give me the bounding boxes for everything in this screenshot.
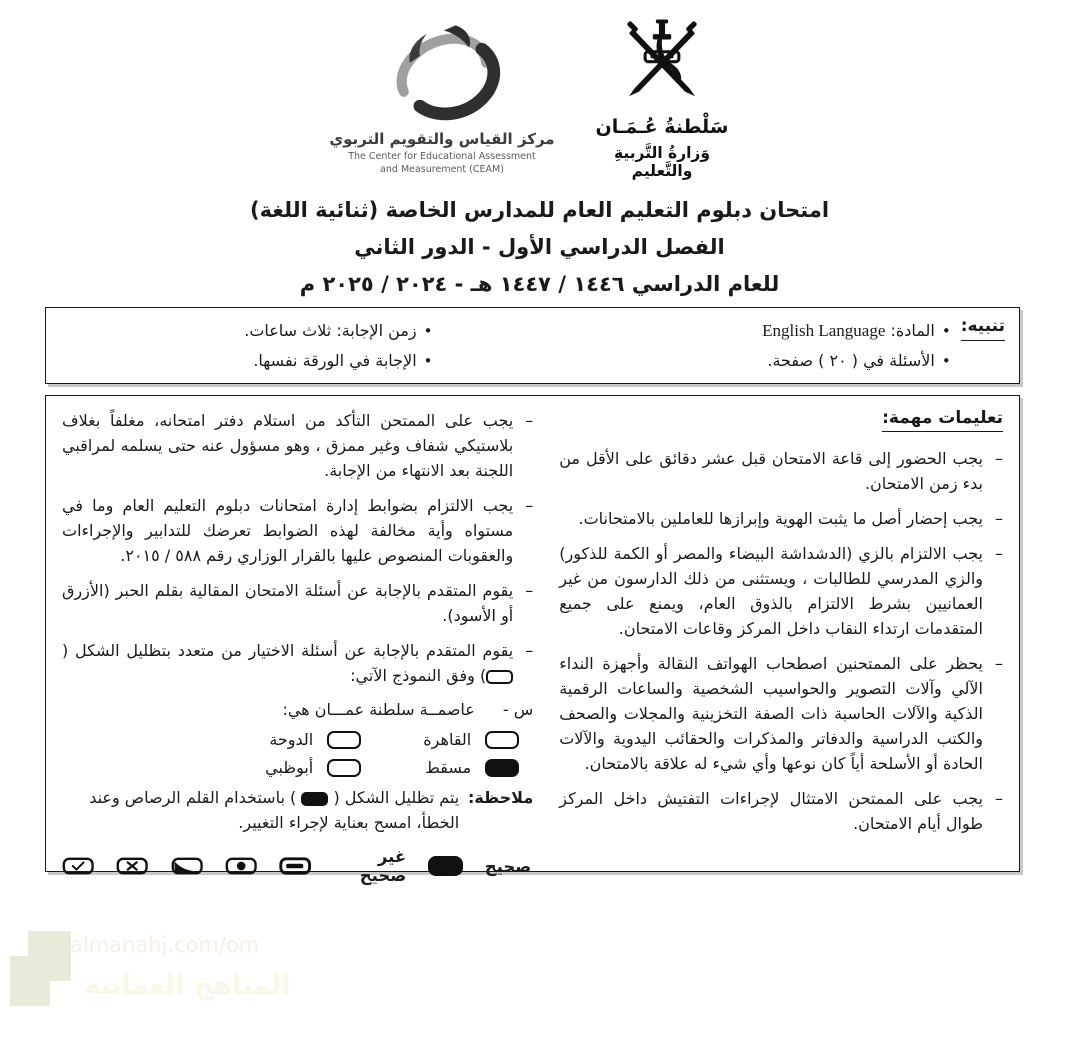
notice-box xyxy=(45,307,1020,384)
shading-note xyxy=(62,785,533,835)
khanjar-crossed-swords-icon xyxy=(614,18,710,110)
dash-marker: – xyxy=(995,509,1003,528)
notice-time-item xyxy=(60,316,433,346)
notice-right-items xyxy=(762,316,951,377)
exam-title xyxy=(0,192,1079,303)
wrong-mark-bar-icon xyxy=(279,856,311,876)
instruction-item xyxy=(62,638,533,688)
sample-question xyxy=(62,698,533,722)
time-text: زمن الإجابة: ثلاث ساعات. xyxy=(244,321,417,340)
option-label: أبوظبي xyxy=(265,758,314,777)
option-label: الدوحة xyxy=(269,730,314,749)
instructions-right-column xyxy=(559,408,1003,865)
ceam-name-english-line1: The Center for Educational Assessment xyxy=(348,151,536,162)
instruction-item: – يجب على الممتحن الامتثال لإجراءات التفتيش داخل المركز طوال أيام الامتحان. xyxy=(559,786,1003,836)
watermark-url: almanahj.com/om xyxy=(70,933,260,957)
exam-title-line1: امتحان دبلوم التعليم العام للمدارس الخاصة (ثنائية اللغة) xyxy=(249,198,830,222)
sample-options xyxy=(229,730,519,777)
question-marker: س - xyxy=(502,700,534,719)
wrong-mark-x-icon xyxy=(116,856,148,876)
option-bubble-icon xyxy=(485,731,519,749)
ministry-of-education-text: وَزارةُ التَّربيةِ والتَّعليم xyxy=(614,144,710,180)
notice-pages-item xyxy=(762,346,951,376)
exam-title-line2: الفصل الدراسي الأول - الدور الثاني xyxy=(354,235,725,259)
mcq-instruction-after: ) وفق النموذج الآتي: xyxy=(350,666,487,685)
incorrect-label: غير صحيح xyxy=(359,847,407,885)
instruction-item: – يقوم المتقدم بالإجابة عن أسئلة الامتحان المقالية بقلم الحبر (الأزرق أو الأسود). xyxy=(62,578,533,628)
correct-bubble-icon xyxy=(428,856,463,876)
instructions-heading xyxy=(559,408,1003,432)
option-bubble-icon xyxy=(485,759,519,777)
bullet-icon: • xyxy=(423,322,433,340)
watermark-block-icon xyxy=(10,956,50,1006)
wrong-mark-dot-icon xyxy=(225,856,257,876)
instruction-item: – يجب الالتزام بضوابط إدارة امتحانات دبلوم التعليم العام وما في مستواه وأية مخالفة لهذه الضوابط تعرضك للتدابير والإجراءات والعقوبات المنصوص عليها بالقرار الوزاري رقم ٥٨٨ / ٢٠١٥. xyxy=(62,493,533,568)
dash-marker: – xyxy=(525,496,534,515)
option-label: مسقط xyxy=(425,758,472,777)
pages-text: الأسئلة في ( ٢٠ ) صفحة. xyxy=(767,351,935,370)
dash-marker: – xyxy=(995,654,1003,673)
note-before: يتم تظليل الشكل ( xyxy=(333,788,460,807)
subject-value: English Language xyxy=(762,321,886,340)
bullet-icon: • xyxy=(423,352,433,370)
exam-title-line3: للعام الدراسي ١٤٤٦ / ١٤٤٧ هـ - ٢٠٢٤ / ٢٠٢٥ م xyxy=(299,272,780,296)
instruction-item: – يجب الحضور إلى قاعة الامتحان قبل عشر دقائق على الأقل من بدء زمن الامتحان. xyxy=(559,446,1003,496)
note-label: ملاحظة: xyxy=(467,788,534,807)
dash-marker: – xyxy=(525,411,534,430)
instructions-left-column xyxy=(62,408,534,885)
option-doha xyxy=(229,730,361,749)
dash-marker: – xyxy=(525,581,534,600)
ceam-name-arabic: مركز القياس والتقويم التربوي xyxy=(329,130,555,148)
instructions-heading-text: تعليمات مهمة: xyxy=(882,408,1003,432)
wrong-mark-diagonal-icon xyxy=(171,856,203,876)
bullet-icon: • xyxy=(941,322,951,340)
oman-national-emblem xyxy=(582,18,742,180)
sultanate-of-oman-text: سَلْطنةُ عُـمَـان xyxy=(595,116,729,138)
instruction-item: – يجب على الممتحن التأكد من استلام دفتر امتحانه، مغلفاً بغلاف بلاستيكي شفاف وغير ممزق ، وهو مسؤول عنه حتى يسلمه لمراقبي اللجنة بعد الانتهاء من الإجابة. xyxy=(62,408,533,483)
dash-marker: – xyxy=(995,789,1003,808)
mcq-instruction-before: يقوم المتقدم بالإجابة عن أسئلة الاختيار من متعدد بتظليل الشكل ( xyxy=(62,641,514,660)
option-bubble-icon xyxy=(327,759,361,777)
correct-label: صحيح xyxy=(484,856,532,876)
notice-right-section xyxy=(533,316,1006,377)
ceam-name-english-line2: and Measurement (CEAM) xyxy=(380,163,504,175)
dash-marker: – xyxy=(995,544,1003,563)
note-after: ) باستخدام القلم الرصاص وعند الخطأ، امسح بعناية لإجراء التغيير. xyxy=(89,788,460,832)
option-muscat xyxy=(361,758,519,777)
notice-answer-item xyxy=(60,346,433,376)
question-text: عاصمــة سلطنة عمـــان هي: xyxy=(282,700,475,719)
option-abudhabi xyxy=(229,758,361,777)
notice-left-section xyxy=(60,316,533,377)
bubble-empty-icon xyxy=(486,670,513,684)
notice-subject-item xyxy=(762,316,951,346)
wrong-mark-check-icon xyxy=(62,856,94,876)
option-label: القاهرة xyxy=(423,730,472,749)
dash-marker: – xyxy=(995,449,1003,468)
ceam-name-english xyxy=(318,151,566,177)
notice-label: تنبيه: xyxy=(961,316,1005,341)
instruction-item: – يجب إحضار أصل ما يثبت الهوية وإبرازها للعاملين بالامتحانات. xyxy=(559,506,1003,531)
dash-marker: – xyxy=(525,641,534,660)
bullet-icon: • xyxy=(941,352,951,370)
answer-key-row xyxy=(62,847,533,885)
instruction-item: – يحظر على الممتحنين اصطحاب الهواتف النقالة وأجهزة النداء الآلي وآلات التصوير والحواسيب الشخصية والساعات الرقمية الذكية والآلات الحاسبة ذات الصفة التخزينية والمجلات والصحف والكتب الدراسية والدفاتر والمذكرات والحقائب اليدوية والآلات الحادة أو الأسلحة أياً كان نوعها وأي شيء له علاقة بالامتحان. xyxy=(559,651,1003,776)
instructions-box xyxy=(45,395,1020,885)
answer-text: الإجابة في الورقة نفسها. xyxy=(253,351,417,370)
subject-prefix: المادة: xyxy=(890,321,935,340)
option-bubble-icon xyxy=(327,731,361,749)
bubble-filled-icon xyxy=(301,792,328,806)
ceam-globe-swoosh-icon xyxy=(381,22,503,124)
option-cairo xyxy=(361,730,519,749)
watermark-arabic-text: المناهج العمانية xyxy=(84,970,291,1001)
ceam-logo xyxy=(318,22,566,177)
instruction-item: – يجب الالتزام بالزي (الدشداشة البيضاء والمصر أو الكمة للذكور) والزي المدرسي للطالبات ، ويستثنى من ذلك الدارسون من غير العمانيين بشرط الالتزام بالذوق العام، ويمنع على جميع المتقدمات ارتداء النقاب داخل المركز وقاعات الامتحان. xyxy=(559,541,1003,641)
